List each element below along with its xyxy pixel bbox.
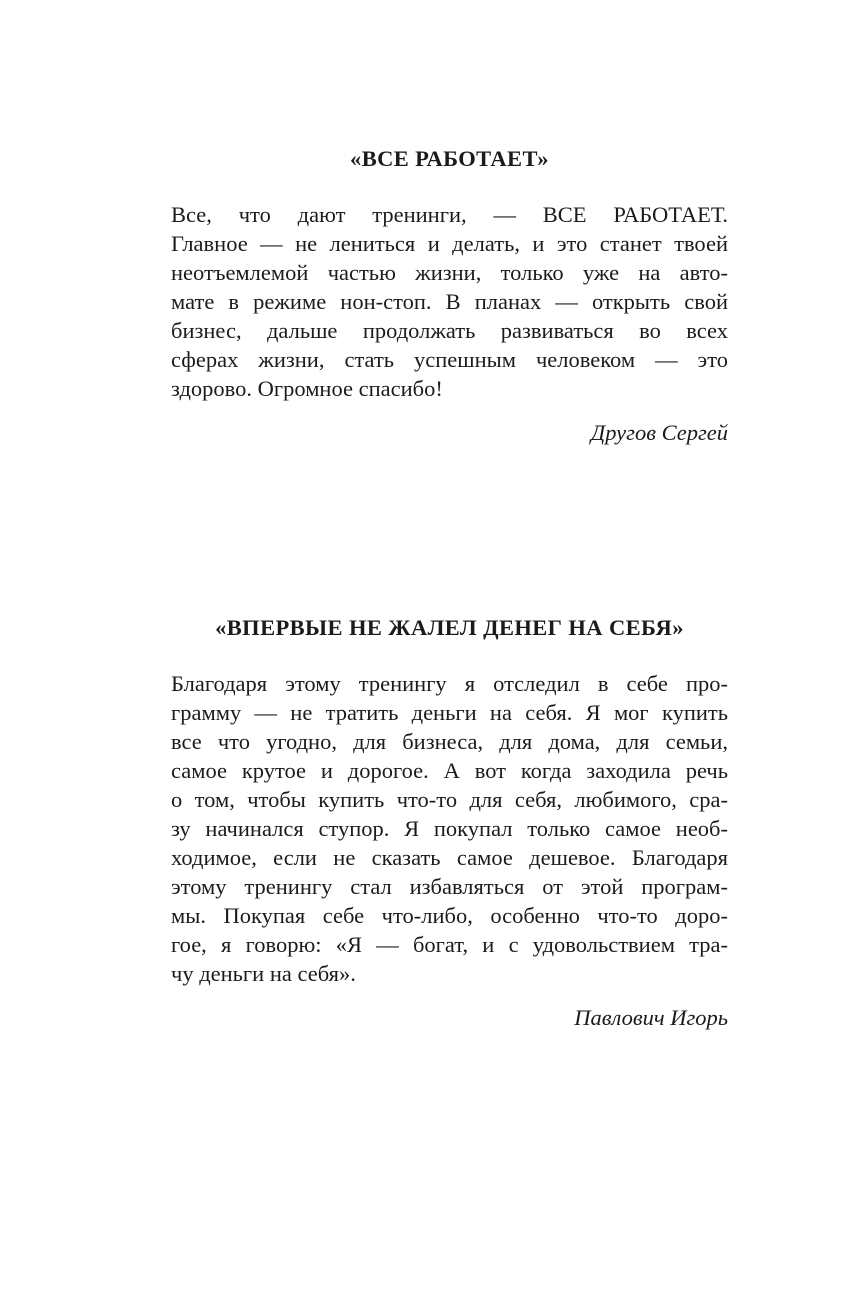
text-line: самое крутое и дорогое. А вот когда заходила речь: [171, 758, 728, 783]
testimonial-text: [171, 200, 728, 403]
text-line: Благодаря этому тренингу я отследил в себе про-: [171, 671, 728, 696]
testimonial-text: [171, 669, 728, 988]
testimonial-attribution: Павлович Игорь: [574, 1005, 728, 1030]
testimonial-attribution: Другов Сергей: [590, 420, 728, 445]
text-line: зу начинался ступор. Я покупал только самое необ-: [171, 816, 728, 841]
testimonial-section: [171, 615, 728, 1032]
text-line: о том, чтобы купить что-то для себя, любимого, сра-: [171, 787, 728, 812]
text-line: бизнес, дальше продолжать развиваться во всех: [171, 318, 728, 343]
text-line: здорово. Огромное спасибо!: [171, 376, 443, 401]
text-line: мы. Покупая себе что-либо, особенно что-то доро-: [171, 903, 728, 928]
text-line: гое, я говорю: «Я — богат, и с удовольствием тра-: [171, 932, 728, 957]
text-line: сферах жизни, стать успешным человеком — это: [171, 347, 728, 372]
text-line: неотъемлемой частью жизни, только уже на авто-: [171, 260, 728, 285]
testimonial-heading: «ВСЕ РАБОТАЕТ»: [350, 146, 549, 171]
text-line: мате в режиме нон-стоп. В планах — открыть свой: [171, 289, 728, 314]
testimonial-heading: «ВПЕРВЫЕ НЕ ЖАЛЕЛ ДЕНЕГ НА СЕБЯ»: [215, 615, 684, 640]
text-line: все что угодно, для бизнеса, для дома, для семьи,: [171, 729, 728, 754]
testimonial-section: [171, 146, 728, 447]
text-line: чу деньги на себя».: [171, 961, 356, 986]
text-line: этому тренингу стал избавляться от этой програм-: [171, 874, 728, 899]
text-line: Главное — не лениться и делать, и это станет твоей: [171, 231, 728, 256]
text-line: грамму — не тратить деньги на себя. Я мог купить: [171, 700, 728, 725]
text-line: ходимое, если не сказать самое дешевое. Благодаря: [171, 845, 728, 870]
text-line: Все, что дают тренинги, — ВСЕ РАБОТАЕТ.: [171, 202, 728, 227]
